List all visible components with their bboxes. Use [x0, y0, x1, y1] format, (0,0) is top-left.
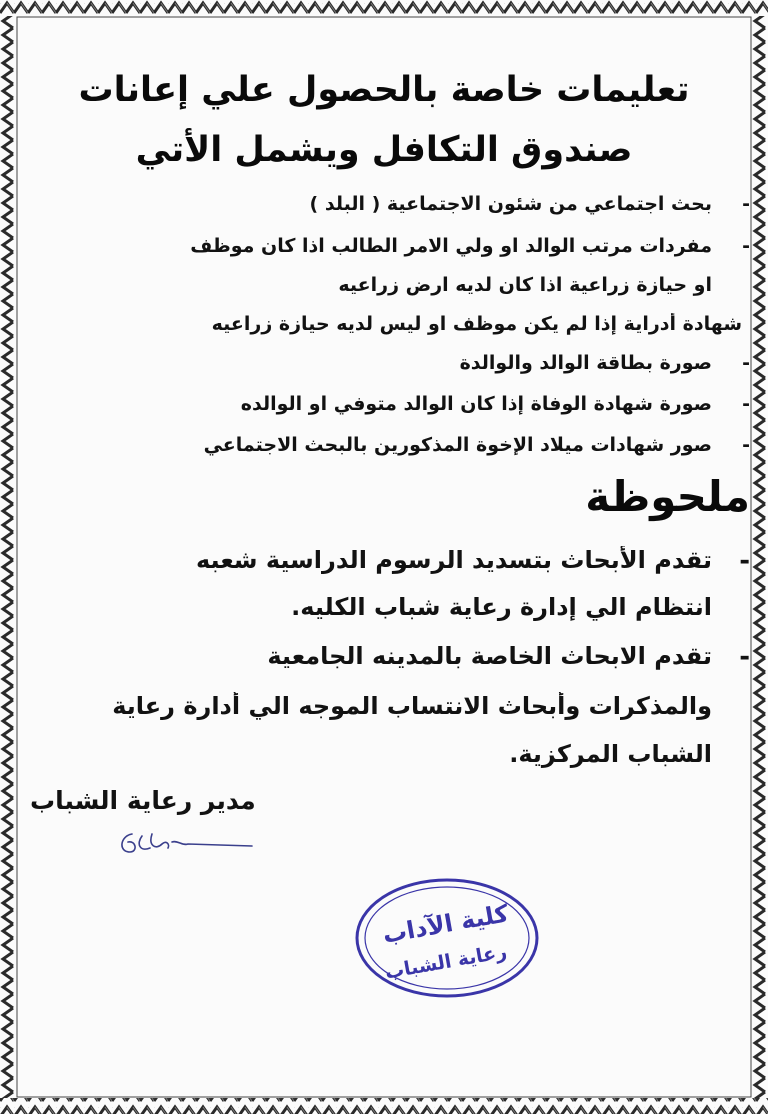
note-heading: ملحوظة	[585, 472, 750, 521]
requirement-continuation: او حيازة زراعية اذا كان لديه ارض زراعيه	[338, 274, 712, 296]
requirement-item: صورة شهادة الوفاة إذا كان الوالد متوفي او الوالده	[240, 393, 712, 415]
stamp-text-2: رعاية الشباب	[383, 940, 509, 984]
note-line: والمذكرات وأبحاث الانتساب الموجه الي أدارة رعاية	[112, 692, 712, 720]
list-bullet: -	[739, 642, 750, 672]
stamp-text-1: كلية الآداب	[380, 899, 511, 949]
requirement-item: شهادة أدراية إذا لم يكن موظف او ليس لديه حيازة زراعيه	[211, 313, 742, 335]
note-line: تقدم الابحاث الخاصة بالمدينه الجامعية	[267, 642, 712, 670]
requirement-item: بحث اجتماعي من شئون الاجتماعية ( البلد )	[309, 193, 712, 215]
requirement-item: صورة بطاقة الوالد والوالدة	[459, 352, 712, 374]
list-bullet: -	[742, 393, 750, 415]
note-line: الشباب المركزية.	[509, 740, 712, 768]
title-line-2: صندوق التكافل ويشمل الأتي	[135, 130, 633, 170]
list-bullet: -	[742, 434, 750, 456]
list-bullet: -	[739, 546, 750, 576]
note-line: تقدم الأبحاث بتسديد الرسوم الدراسية شعبه	[195, 546, 712, 574]
list-bullet: -	[742, 193, 750, 215]
note-line: انتظام الي إدارة رعاية شباب الكليه.	[291, 593, 712, 621]
stamp-seal	[352, 876, 542, 1000]
signature-title: مدير رعاية الشباب	[30, 786, 256, 815]
requirement-item: صور شهادات ميلاد الإخوة المذكورين بالبحث الاجتماعي	[203, 434, 712, 456]
list-bullet: -	[742, 352, 750, 374]
title-line-1: تعليمات خاصة بالحصول علي إعانات	[78, 70, 690, 110]
handwritten-signature	[112, 822, 262, 862]
list-bullet: -	[742, 235, 750, 257]
requirement-item: مفردات مرتب الوالد او ولي الامر الطالب اذا كان موظف	[190, 235, 712, 257]
